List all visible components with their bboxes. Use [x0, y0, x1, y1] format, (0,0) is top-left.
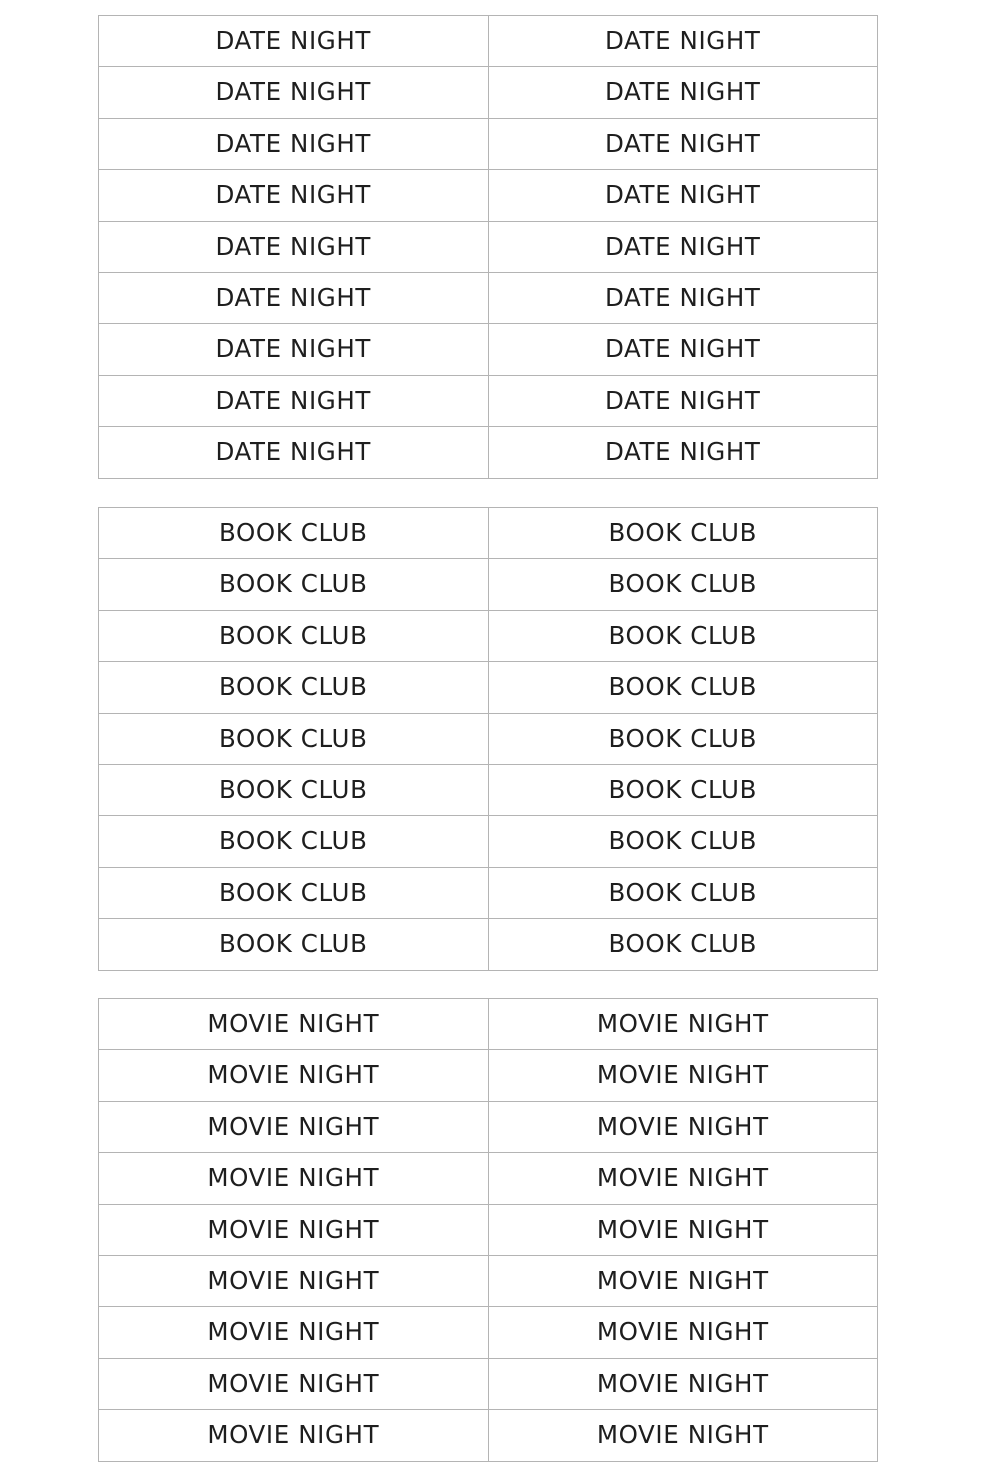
label-cell: DATE NIGHT — [99, 272, 489, 323]
table-row — [99, 662, 878, 713]
table-row — [99, 1153, 878, 1204]
label-cell: BOOK CLUB — [488, 713, 878, 764]
label-cell: MOVIE NIGHT — [99, 1153, 489, 1204]
label-cell: MOVIE NIGHT — [488, 1050, 878, 1101]
table-row — [99, 999, 878, 1050]
table-row — [99, 1410, 878, 1461]
label-cell: BOOK CLUB — [488, 867, 878, 918]
label-cell: MOVIE NIGHT — [488, 1410, 878, 1461]
label-cell: BOOK CLUB — [99, 713, 489, 764]
label-cell: BOOK CLUB — [488, 816, 878, 867]
label-cell: MOVIE NIGHT — [99, 1101, 489, 1152]
label-cell: BOOK CLUB — [488, 559, 878, 610]
label-cell: MOVIE NIGHT — [99, 1255, 489, 1306]
label-cell: BOOK CLUB — [99, 662, 489, 713]
table-row — [99, 713, 878, 764]
label-cell: BOOK CLUB — [99, 867, 489, 918]
label-cell: BOOK CLUB — [488, 508, 878, 559]
table-row — [99, 1050, 878, 1101]
label-cell: DATE NIGHT — [99, 375, 489, 426]
table-row — [99, 816, 878, 867]
label-cell: DATE NIGHT — [99, 221, 489, 272]
label-cell: DATE NIGHT — [488, 221, 878, 272]
label-cell: MOVIE NIGHT — [488, 1153, 878, 1204]
label-cell: DATE NIGHT — [488, 118, 878, 169]
label-cell: BOOK CLUB — [99, 816, 489, 867]
label-cell: MOVIE NIGHT — [99, 1204, 489, 1255]
table-row — [99, 272, 878, 323]
table-row — [99, 16, 878, 67]
label-cell: DATE NIGHT — [99, 16, 489, 67]
label-cell: BOOK CLUB — [488, 764, 878, 815]
label-cell: MOVIE NIGHT — [99, 1410, 489, 1461]
label-cell: MOVIE NIGHT — [99, 1050, 489, 1101]
table-row — [99, 764, 878, 815]
label-cell: MOVIE NIGHT — [488, 1101, 878, 1152]
table-row — [99, 324, 878, 375]
table-row — [99, 67, 878, 118]
label-cell: MOVIE NIGHT — [488, 1204, 878, 1255]
label-cell: MOVIE NIGHT — [99, 1307, 489, 1358]
table-row — [99, 1307, 878, 1358]
label-cell: DATE NIGHT — [488, 324, 878, 375]
date-night-label-table — [98, 15, 878, 479]
label-cell: DATE NIGHT — [99, 427, 489, 478]
table-row — [99, 919, 878, 970]
label-cell: BOOK CLUB — [99, 919, 489, 970]
label-cell: BOOK CLUB — [99, 610, 489, 661]
table-row — [99, 375, 878, 426]
table-row — [99, 1255, 878, 1306]
label-cell: DATE NIGHT — [488, 170, 878, 221]
label-cell: DATE NIGHT — [488, 427, 878, 478]
table-row — [99, 610, 878, 661]
label-cell: MOVIE NIGHT — [488, 1358, 878, 1409]
label-cell: BOOK CLUB — [488, 662, 878, 713]
label-cell: MOVIE NIGHT — [488, 999, 878, 1050]
label-cell: DATE NIGHT — [488, 272, 878, 323]
label-cell: DATE NIGHT — [99, 118, 489, 169]
label-cell: DATE NIGHT — [99, 67, 489, 118]
table-row — [99, 427, 878, 478]
label-cell: DATE NIGHT — [488, 375, 878, 426]
table-row — [99, 508, 878, 559]
label-cell: BOOK CLUB — [99, 508, 489, 559]
table-row — [99, 1204, 878, 1255]
table-row — [99, 170, 878, 221]
table-row — [99, 1101, 878, 1152]
label-cell: MOVIE NIGHT — [99, 1358, 489, 1409]
label-cell: DATE NIGHT — [99, 324, 489, 375]
table-row — [99, 559, 878, 610]
table-row — [99, 221, 878, 272]
label-cell: MOVIE NIGHT — [488, 1255, 878, 1306]
label-cell: MOVIE NIGHT — [488, 1307, 878, 1358]
movie-night-label-table — [98, 998, 878, 1462]
book-club-label-table — [98, 507, 878, 971]
label-cell: BOOK CLUB — [99, 559, 489, 610]
label-cell: DATE NIGHT — [99, 170, 489, 221]
table-row — [99, 118, 878, 169]
label-cell: BOOK CLUB — [99, 764, 489, 815]
label-cell: DATE NIGHT — [488, 67, 878, 118]
label-cell: MOVIE NIGHT — [99, 999, 489, 1050]
label-cell: BOOK CLUB — [488, 610, 878, 661]
table-row — [99, 1358, 878, 1409]
table-row — [99, 867, 878, 918]
label-cell: BOOK CLUB — [488, 919, 878, 970]
label-cell: DATE NIGHT — [488, 16, 878, 67]
